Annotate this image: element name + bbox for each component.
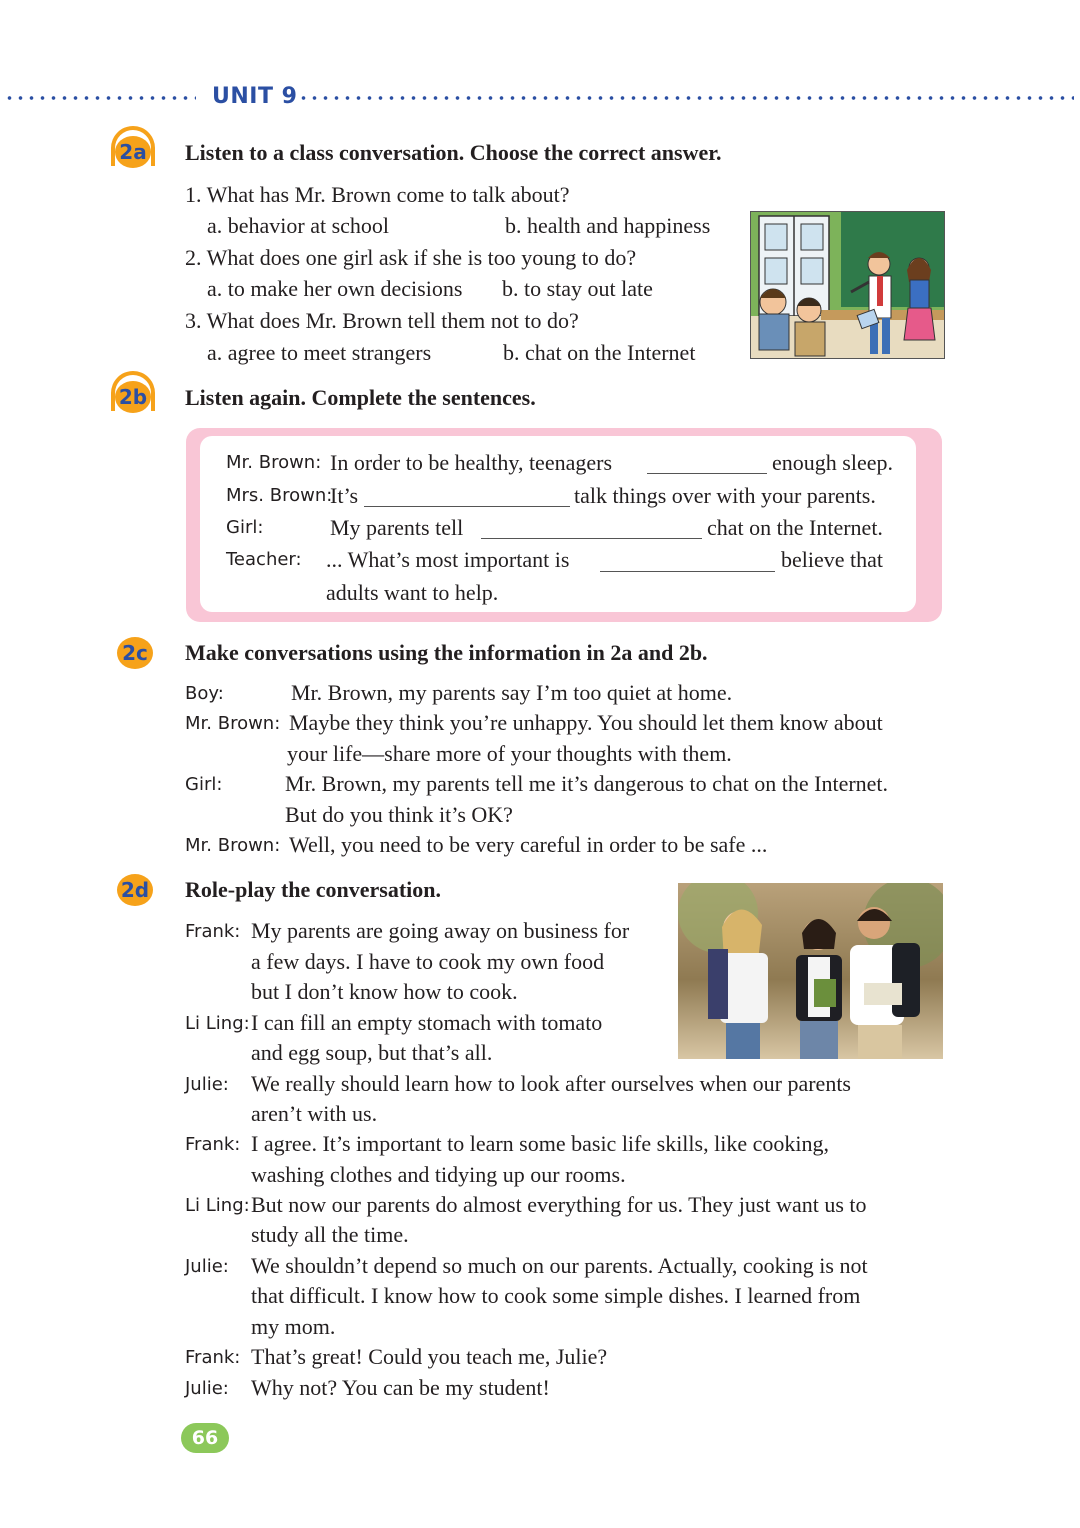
sentence-2b-2-pre: It’s: [330, 483, 359, 508]
line-2c-3: your life—share more of your thoughts with them.: [287, 741, 732, 766]
line-2d-5: and egg soup, but that’s all.: [251, 1040, 493, 1065]
line-2d-12: We shouldn’t depend so much on our parents. Actually, cooking is not: [251, 1253, 868, 1278]
page-number: 66: [181, 1423, 229, 1453]
line-2c-6: Well, you need to be very careful in order to be safe ...: [289, 832, 768, 857]
option-2a: a. to make her own decisions: [207, 276, 463, 301]
speaker-2d-12: Julie:: [185, 1256, 229, 1277]
sentence-2b-3-post: chat on the Internet.: [707, 515, 883, 540]
badge-2c-label: 2c: [122, 641, 148, 665]
line-2d-15: That’s great! Could you teach me, Julie?: [251, 1344, 608, 1369]
badge-2a-listening-icon: [115, 136, 151, 168]
option-1b: b. health and happiness: [505, 213, 711, 238]
question-1: 1. What has Mr. Brown come to talk about?: [185, 182, 570, 207]
unit-title: UNIT 9: [212, 84, 298, 109]
sentence-2b-1-pre: In order to be healthy, teenagers: [330, 450, 613, 475]
line-2c-4: Mr. Brown, my parents tell me it’s dangerous to chat on the Internet.: [285, 771, 889, 796]
sentence-2b-4-cont: adults want to help.: [326, 580, 499, 605]
sentence-2b-2-post: talk things over with your parents.: [574, 483, 876, 508]
option-3a: a. agree to meet strangers: [207, 340, 432, 365]
sentence-2b-1-post: enough sleep.: [772, 450, 893, 475]
line-2d-2: a few days. I have to cook my own food: [251, 949, 605, 974]
badge-2b-label: 2b: [118, 385, 148, 409]
line-2d-16: Why not? You can be my student!: [251, 1375, 550, 1400]
classroom-illustration: [750, 211, 945, 359]
question-3: 3. What does Mr. Brown tell them not to do?: [185, 308, 579, 333]
heading-2c: Make conversations using the information in 2a and 2b.: [185, 640, 708, 665]
question-2: 2. What does one girl ask if she is too young to do?: [185, 245, 637, 270]
students-photo: [678, 883, 943, 1059]
speaker-2d-15: Frank:: [185, 1347, 241, 1368]
speaker-2d-6: Julie:: [185, 1074, 229, 1095]
line-2d-4: I can fill an empty stomach with tomato: [251, 1010, 603, 1035]
speaker-2b-2: Mrs. Brown:: [226, 485, 333, 506]
option-1a: a. behavior at school: [207, 213, 390, 238]
answer-blank-3[interactable]: [481, 538, 702, 539]
badge-2d: [117, 874, 153, 906]
sentence-2b-4-pre: ... What’s most important is: [326, 547, 570, 572]
speaker-2c-1: Boy:: [185, 683, 224, 704]
option-2b: b. to stay out late: [502, 276, 653, 301]
header-dots-right: [298, 96, 1074, 100]
answer-blank-4[interactable]: [600, 571, 775, 572]
badge-2b-listening-icon: [115, 381, 151, 413]
line-2d-3: but I don’t know how to cook.: [251, 979, 518, 1004]
line-2d-6: We really should learn how to look after ourselves when our parents: [251, 1071, 851, 1096]
line-2c-5: But do you think it’s OK?: [285, 802, 513, 827]
speaker-2d-8: Frank:: [185, 1134, 241, 1155]
line-2d-11: study all the time.: [251, 1222, 409, 1247]
speaker-2b-4: Teacher:: [226, 549, 302, 570]
speaker-2b-1: Mr. Brown:: [226, 452, 322, 473]
line-2d-13: that difficult. I know how to cook some simple dishes. I learned from: [251, 1283, 861, 1308]
answer-blank-2[interactable]: [364, 506, 570, 507]
speaker-2d-1: Frank:: [185, 921, 241, 942]
speaker-2d-16: Julie:: [185, 1378, 229, 1399]
heading-2b: Listen again. Complete the sentences.: [185, 385, 536, 410]
header-dots-left: [4, 96, 196, 100]
answer-blank-1[interactable]: [647, 473, 767, 474]
line-2d-1: My parents are going away on business for: [251, 918, 630, 943]
line-2d-9: washing clothes and tidying up our rooms.: [251, 1162, 626, 1187]
speaker-2c-2: Mr. Brown:: [185, 713, 281, 734]
sentence-2b-3-pre: My parents tell: [330, 515, 464, 540]
line-2d-10: But now our parents do almost everything for us. They just want us to: [251, 1192, 867, 1217]
heading-2d: Role-play the conversation.: [185, 877, 442, 902]
line-2d-8: I agree. It’s important to learn some basic life skills, like cooking,: [251, 1131, 829, 1156]
line-2c-2: Maybe they think you’re unhappy. You should let them know about: [289, 710, 883, 735]
heading-2a: Listen to a class conversation. Choose the correct answer.: [185, 140, 722, 165]
option-3b: b. chat on the Internet: [503, 340, 696, 365]
line-2d-14: my mom.: [251, 1314, 336, 1339]
speaker-2d-10: Li Ling:: [185, 1195, 250, 1216]
line-2c-1: Mr. Brown, my parents say I’m too quiet at home.: [291, 680, 733, 705]
speaker-2c-6: Mr. Brown:: [185, 835, 281, 856]
line-2d-7: aren’t with us.: [251, 1101, 378, 1126]
speaker-2b-3: Girl:: [226, 517, 264, 538]
badge-2c: [117, 637, 153, 669]
badge-2a-label: 2a: [119, 140, 147, 164]
speaker-2d-4: Li Ling:: [185, 1013, 250, 1034]
speaker-2c-4: Girl:: [185, 774, 223, 795]
badge-2d-label: 2d: [120, 878, 150, 902]
sentence-2b-4-post: believe that: [781, 547, 884, 572]
